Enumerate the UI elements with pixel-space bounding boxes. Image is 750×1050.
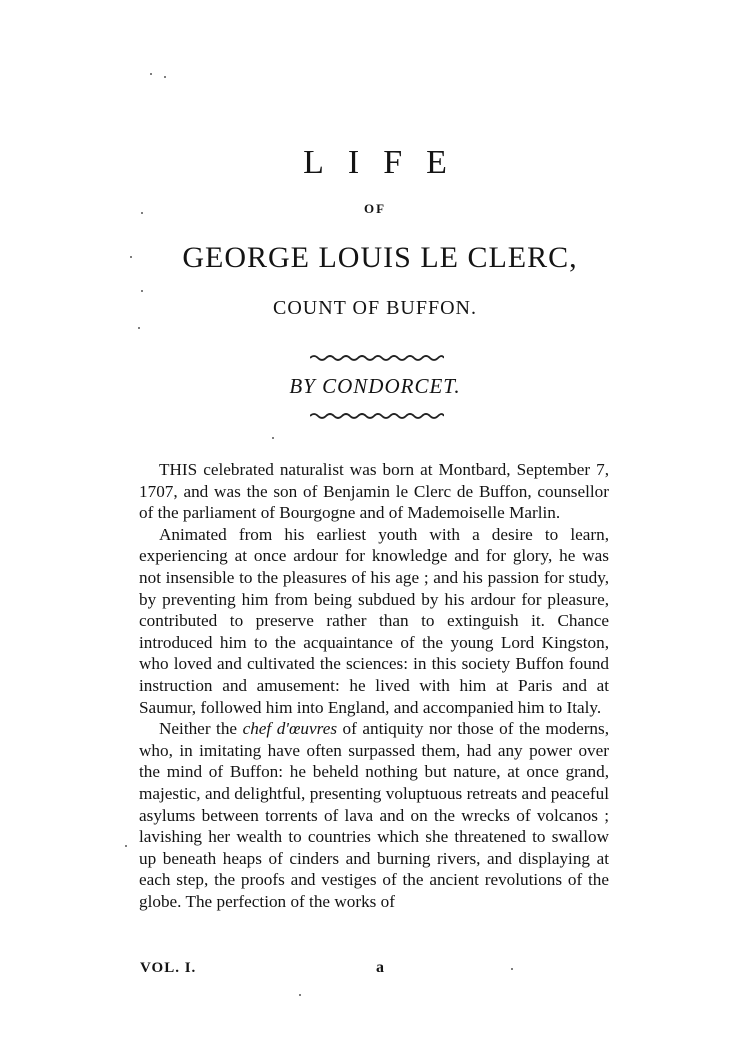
page-speck (141, 290, 143, 292)
signature-mark: a (376, 959, 384, 976)
page-speck (141, 212, 143, 214)
paragraph-3-rest: of antiquity nor those of the moderns, who, in imitating have often surpassed them, had any power over the mind of Buffon: he beheld nothing but nature, at once grand, majestic, and delightful, presenting voluptuous retreats and peaceful asylums between torrents of lava and on the wrecks of volcanos ; lavishing her wealth to countries which she threatened to swallow up beneath heaps of cinders and burning rivers, and displaying at each step, the proofs and vestiges of the ancient revolutions of the globe. The perfection of the works of (139, 719, 610, 911)
paragraph-2: Animated from his earliest youth with a desire to learn, experiencing at once ardour for knowledge and for glory, he was not insensible to the pleasures of his age ; and his passion for study, by preventing him from being subdued by his ardour for pleasure, contributed to preserve rather than to extinguish it. Chance introduced him to the acquaintance of the young Lord Kingston, who loved and cultivated the sciences: in this society Buffon found instruction and amusement: he lived with him at Paris and at Saumur, followed him into England, and accompanied him to Italy. (139, 524, 609, 717)
paragraph-3-start: Neither the (159, 719, 243, 739)
page-speck (125, 845, 127, 847)
page-speck (130, 256, 132, 258)
paragraph-3-italic: chef d'œuvres (242, 719, 338, 739)
page-speck (150, 73, 152, 75)
page-speck (272, 437, 274, 439)
page-title: LIFE (303, 144, 471, 181)
paragraph-3 (139, 718, 609, 912)
author-byline: BY CONDORCET. (289, 374, 461, 398)
paragraph-1: THIS celebrated naturalist was born at Montbard, September 7, 1707, and was the son of Benjamin le Clerc de Buffon, counsellor of the parliament of Bourgogne and of Mademoiselle Marlin. (139, 460, 609, 523)
ornament-rule-bottom (310, 412, 444, 420)
title-of: OF (363, 201, 387, 216)
page-speck (138, 327, 140, 329)
subject-subtitle: COUNT OF BUFFON. (272, 297, 477, 319)
body-text (139, 459, 609, 912)
subject-name: GEORGE LOUIS LE CLERC, (182, 241, 578, 274)
page-speck (511, 968, 513, 970)
volume-marker: VOL. I. (140, 960, 197, 976)
page-speck (299, 994, 301, 996)
ornament-rule-top (310, 354, 444, 362)
page-speck (164, 76, 166, 78)
